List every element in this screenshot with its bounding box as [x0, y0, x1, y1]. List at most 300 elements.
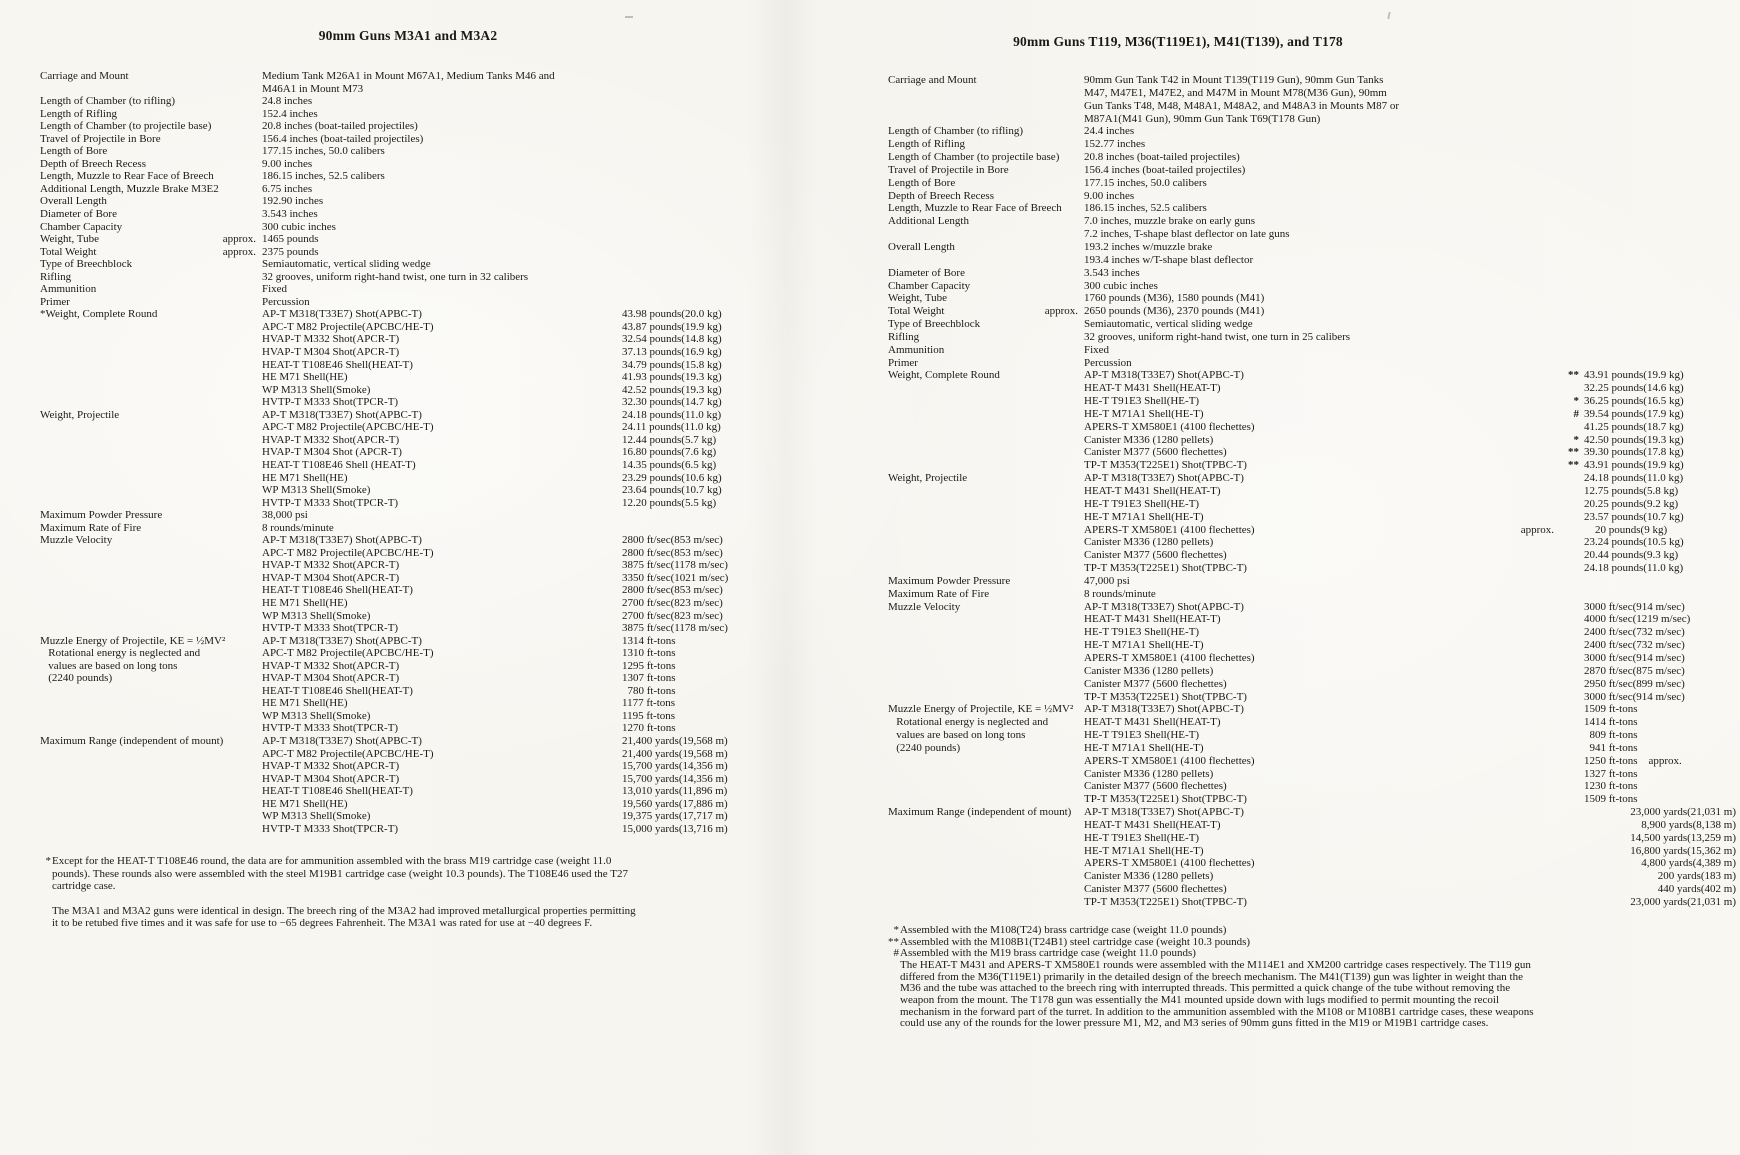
approx-prefix — [1038, 459, 1084, 472]
footnote-marker — [1560, 100, 1584, 113]
approx-prefix — [218, 346, 262, 359]
spec-amount: 39.30 pounds(17.8 kg) — [1584, 446, 1684, 459]
spec-amount: 13,010 yards(11,896 m) — [622, 785, 728, 798]
approx-prefix — [1038, 125, 1084, 138]
approx-prefix — [218, 321, 262, 334]
approx-prefix — [218, 421, 262, 434]
approx-prefix — [1038, 575, 1084, 588]
spec-label — [40, 773, 218, 786]
spec-value: HE M71 Shell(HE) — [262, 596, 348, 609]
spec-value: HVAP-T M332 Shot(APCR-T) — [262, 659, 400, 672]
spec-amount: 32.25 pounds(14.6 kg) — [1584, 382, 1684, 395]
spec-label — [40, 434, 218, 447]
spec-value: HE M71 Shell(HE) — [262, 697, 348, 710]
footnote-text: The HEAT-T M431 and APERS-T XM580E1 rounds were assembled with the M114E1 and XM200 cartridge cases respectively. The T119 gun differed from the M36(T119E1) primarily in the detailed design of the breech mechanism. The M41(T139) gun was lighter in weight than the M36 and the tube was attached to the breech ring with interrupted threads. This permitted a quick change of the tube without removing the weapon from the mount. The T178 gun was essentially the M41 mounted upside down with lugs modified to permit mounting the recoil mechanism in the forward part of the turret. In addition to the ammunition assembled with the M108 or M108B1 cartridge cases, these weapons could use any of the rounds for the lower pressure M1, M2, and M3 series of 90mm guns fitted in the M19 or M19B1 cartridge cases. — [900, 958, 1534, 1030]
spec-row — [40, 321, 740, 334]
approx-mid-prefix — [1510, 395, 1560, 408]
spec-label: Additional Length — [888, 215, 969, 228]
spec-amount: 2950 ft/sec(899 m/sec) — [1584, 677, 1685, 690]
spec-row — [888, 485, 1736, 498]
spec-label: Rotational energy is neglected and — [888, 716, 1049, 729]
spec-amount — [622, 509, 740, 522]
approx-prefix — [1038, 202, 1084, 215]
spec-row — [888, 845, 1736, 858]
spec-label: Diameter of Bore — [888, 266, 965, 279]
footnote-marker: * — [45, 855, 51, 868]
approx-mid-prefix — [1510, 639, 1560, 652]
approx-mid-prefix — [1510, 678, 1560, 691]
page-right-t119-m36-m41-t178 — [870, 0, 1740, 1155]
spec-row — [888, 588, 1736, 601]
spec-label: Total Weight — [888, 305, 945, 318]
approx-prefix — [1038, 254, 1084, 267]
approx-prefix — [218, 534, 262, 547]
spec-amount — [1584, 113, 1736, 126]
approx-prefix — [1038, 344, 1084, 357]
spec-row — [40, 559, 740, 572]
footnotes — [40, 855, 740, 929]
spec-label — [888, 780, 1038, 793]
spec-row — [40, 660, 740, 673]
approx-mid-prefix — [1510, 819, 1560, 832]
spec-label: Depth of Breech Recess — [40, 157, 146, 170]
spec-label — [888, 613, 1038, 626]
footnote-marker: ** — [888, 935, 899, 948]
spec-amount — [622, 258, 740, 271]
approx-mid-prefix — [1510, 601, 1560, 614]
spec-value: 192.90 inches — [262, 195, 324, 208]
spec-amount — [1584, 280, 1736, 293]
spec-amount: 3000 ft/sec(914 m/sec) — [1584, 690, 1685, 703]
spec-row — [40, 371, 740, 384]
spec-amount: 12.44 pounds(5.7 kg) — [622, 433, 717, 446]
spec-table — [888, 74, 1736, 909]
spec-row — [888, 870, 1736, 883]
spec-row — [40, 271, 740, 284]
spec-value: Fixed — [262, 283, 288, 296]
spec-row — [40, 208, 740, 221]
spec-row — [40, 635, 740, 648]
spec-amount — [1584, 588, 1736, 601]
spec-amount: 4,800 yards(4,389 m) — [1641, 857, 1736, 870]
approx-mid-prefix — [1510, 575, 1560, 588]
footnote-marker — [1560, 125, 1584, 138]
spec-row — [888, 369, 1736, 382]
spec-label: Maximum Range (independent of mount) — [40, 734, 224, 747]
spec-value: Semiautomatic, vertical sliding wedge — [262, 258, 431, 271]
spec-row — [888, 434, 1736, 447]
approx-prefix — [1038, 472, 1084, 485]
spec-value: HVTP-T M333 Shot(TPCR-T) — [262, 396, 399, 409]
spec-label — [888, 819, 1038, 832]
spec-row — [888, 780, 1736, 793]
approx-prefix — [218, 647, 262, 660]
spec-amount: 39.54 pounds(17.9 kg) — [1584, 407, 1684, 420]
approx-mid-prefix — [1510, 408, 1560, 421]
spec-amount: 23,000 yards(21,031 m) — [1630, 896, 1736, 908]
approx-mid-prefix — [1510, 369, 1560, 382]
spec-value: HE M71 Shell(HE) — [262, 797, 348, 810]
spec-value: TP-T M353(T225E1) Shot(TPBC-T) — [1084, 793, 1247, 806]
spec-value: APERS-T XM580E1 (4100 flechettes) — [1084, 754, 1255, 767]
spec-row — [888, 652, 1736, 665]
spec-amount — [1584, 254, 1736, 267]
page-title: 90mm Guns M3A1 and M3A2 — [318, 28, 498, 43]
approx-prefix — [1038, 780, 1084, 793]
spec-value: HEAT-T M431 Shell(HEAT-T) — [1084, 613, 1221, 626]
spec-value: WP M313 Shell(Smoke) — [262, 484, 371, 497]
spec-label: Muzzle Energy of Projectile, KE = ½MV² — [888, 703, 1074, 716]
approx-prefix — [218, 484, 262, 497]
approx-mid-prefix — [1510, 202, 1560, 215]
approx-mid-prefix — [1510, 857, 1560, 870]
spec-label: Ammunition — [40, 283, 97, 296]
spec-label — [40, 396, 218, 409]
spec-label — [888, 446, 1038, 459]
spec-amount: 42.50 pounds(19.3 kg) — [1584, 433, 1684, 446]
approx-prefix — [218, 183, 262, 196]
spec-value: APERS-T XM580E1 (4100 flechettes) — [1084, 420, 1255, 433]
footnote-marker — [1560, 806, 1584, 819]
approx-mid-prefix — [1510, 138, 1560, 151]
approx-prefix — [1038, 228, 1084, 241]
spec-amount: 43.87 pounds(19.9 kg) — [622, 320, 722, 333]
spec-amount — [1584, 190, 1736, 203]
spec-value: APERS-T XM580E1 (4100 flechettes) — [1084, 523, 1255, 536]
spec-value: Percussion — [1084, 356, 1132, 369]
footnotes — [888, 925, 1736, 1030]
spec-row — [888, 768, 1736, 781]
spec-value: WP M313 Shell(Smoke) — [262, 810, 371, 823]
spec-amount — [1584, 357, 1736, 370]
footnote-marker — [1560, 241, 1584, 254]
approx-prefix — [1038, 768, 1084, 781]
footnote-marker — [1560, 703, 1584, 716]
footnote-marker: ** — [1568, 459, 1579, 472]
spec-label — [888, 626, 1038, 639]
spec-label: Length of Bore — [40, 145, 108, 158]
footnote-marker — [1560, 588, 1584, 601]
spec-value: 156.4 inches (boat-tailed projectiles) — [1084, 163, 1246, 176]
footnote-marker — [1560, 729, 1584, 742]
spec-row — [888, 331, 1736, 344]
spec-amount: 1310 ft-tons — [622, 647, 676, 660]
spec-amount — [1584, 177, 1736, 190]
approx-prefix — [1038, 588, 1084, 601]
spec-value: AP-T M318(T33E7) Shot(APBC-T) — [262, 734, 422, 747]
spec-value: AP-T M318(T33E7) Shot(APBC-T) — [1084, 472, 1244, 485]
spec-amount: 2870 ft/sec(875 m/sec) — [1584, 664, 1685, 677]
spec-value: AP-T M318(T33E7) Shot(APBC-T) — [1084, 806, 1244, 819]
footnote-marker — [1560, 421, 1584, 434]
spec-label — [888, 382, 1038, 395]
spec-label: values are based on long tons — [888, 729, 1026, 742]
spec-amount — [1584, 151, 1736, 164]
approx-mid-prefix — [1510, 74, 1560, 87]
footnote-marker — [1560, 883, 1584, 896]
spec-value: 177.15 inches, 50.0 calibers — [1084, 176, 1207, 189]
approx-mid-prefix — [1510, 511, 1560, 524]
spec-amount — [622, 522, 740, 535]
approx-mid-prefix — [1510, 793, 1560, 806]
spec-amount: 1509 ft-tons — [1584, 703, 1638, 716]
spec-row — [888, 511, 1736, 524]
spec-label: Length of Rifling — [40, 107, 117, 120]
spec-value: TP-T M353(T225E1) Shot(TPBC-T) — [1084, 896, 1247, 908]
footnote-marker — [1560, 613, 1584, 626]
spec-label — [888, 755, 1038, 768]
spec-amount: 2700 ft/sec(823 m/sec) — [622, 609, 723, 622]
approx-mid-prefix — [1510, 742, 1560, 755]
approx-prefix — [218, 70, 262, 83]
spec-label — [888, 100, 1038, 113]
spec-amount: 41.93 pounds(19.3 kg) — [622, 371, 722, 384]
spec-amount — [1584, 305, 1736, 318]
spec-label — [888, 228, 1038, 241]
spec-row — [888, 177, 1736, 190]
spec-amount: 1414 ft-tons — [1584, 716, 1638, 729]
spec-row — [40, 722, 740, 735]
spec-row — [888, 729, 1736, 742]
spec-amount — [622, 108, 740, 121]
spec-amount: 24.18 pounds(11.0 kg) — [622, 408, 722, 421]
spec-amount: 4000 ft/sec(1219 m/sec) — [1584, 613, 1691, 626]
footnote-marker — [1560, 331, 1584, 344]
approx-prefix — [218, 584, 262, 597]
spec-amount: 1230 ft-tons — [1584, 780, 1638, 793]
approx-mid-prefix — [1510, 357, 1560, 370]
spec-amount — [1584, 125, 1736, 138]
spec-label — [40, 760, 218, 773]
spec-value: AP-T M318(T33E7) Shot(APBC-T) — [262, 534, 422, 547]
approx-prefix — [1038, 498, 1084, 511]
spec-label: Type of Breechblock — [888, 318, 981, 331]
approx-prefix — [218, 635, 262, 648]
footnote-marker — [1560, 305, 1584, 318]
spec-row — [40, 472, 740, 485]
approx-prefix — [1038, 485, 1084, 498]
spec-row — [888, 472, 1736, 485]
spec-label: Muzzle Velocity — [888, 600, 961, 613]
footnote-marker — [1560, 524, 1584, 537]
approx-prefix — [1038, 421, 1084, 434]
spec-amount: 2400 ft/sec(732 m/sec) — [1584, 626, 1685, 639]
spec-value: AP-T M318(T33E7) Shot(APBC-T) — [262, 408, 422, 421]
spec-label: Rifling — [888, 330, 920, 343]
footnote-marker — [1560, 832, 1584, 845]
footnote-marker — [1560, 202, 1584, 215]
spec-row — [888, 344, 1736, 357]
approx-mid-prefix — [1510, 588, 1560, 601]
spec-value: 152.4 inches — [262, 107, 318, 120]
spec-label — [40, 785, 218, 798]
spec-row — [40, 308, 740, 321]
spec-label: Maximum Range (independent of mount) — [888, 806, 1072, 819]
approx-mid-prefix — [1510, 87, 1560, 100]
spec-amount — [622, 158, 740, 171]
spec-label: Length of Chamber (to rifling) — [40, 95, 176, 108]
spec-label: Type of Breechblock — [40, 258, 133, 271]
footnote-marker — [1560, 357, 1584, 370]
approx-mid-prefix — [1510, 536, 1560, 549]
spec-amount: 1327 ft-tons — [1584, 767, 1638, 780]
spec-label — [40, 321, 218, 334]
approx-prefix — [218, 208, 262, 221]
spec-value: HVTP-T M333 Shot(TPCR-T) — [262, 822, 399, 835]
spec-value: HE-T T91E3 Shell(HE-T) — [1084, 497, 1200, 510]
spec-value: HEAT-T M431 Shell(HEAT-T) — [1084, 818, 1221, 831]
spec-row — [888, 832, 1736, 845]
approx-prefix — [218, 572, 262, 585]
approx-mid-prefix — [1510, 896, 1560, 909]
spec-value: WP M313 Shell(Smoke) — [262, 709, 371, 722]
approx-prefix — [218, 509, 262, 522]
spec-row — [888, 100, 1736, 113]
footnote-marker — [1560, 857, 1584, 870]
spec-row — [40, 572, 740, 585]
spec-value: AP-T M318(T33E7) Shot(APBC-T) — [262, 634, 422, 647]
spec-label: Travel of Projectile in Bore — [888, 163, 1009, 176]
spec-amount: 1509 ft-tons — [1584, 793, 1638, 806]
spec-row — [40, 333, 740, 346]
spec-label — [888, 832, 1038, 845]
spec-label — [40, 459, 218, 472]
approx-mid-prefix — [1510, 241, 1560, 254]
spec-row — [888, 87, 1736, 100]
approx-prefix — [1038, 806, 1084, 819]
spec-label — [888, 536, 1038, 549]
footnote-marker: # — [893, 947, 899, 960]
spec-amount — [1584, 87, 1736, 100]
footnote-marker: * — [893, 923, 899, 936]
approx-mid-prefix — [1510, 100, 1560, 113]
spec-row — [888, 292, 1736, 305]
footnote — [40, 905, 644, 929]
spec-label: Chamber Capacity — [888, 279, 971, 292]
approx-prefix: approx. — [222, 233, 256, 246]
spec-label: Muzzle Velocity — [40, 534, 113, 547]
spec-row — [888, 202, 1736, 215]
spec-row — [888, 446, 1736, 459]
spec-label — [888, 511, 1038, 524]
approx-prefix — [218, 120, 262, 133]
spec-amount — [1584, 344, 1736, 357]
spec-label: Depth of Breech Recess — [888, 189, 994, 202]
spec-amount: 1314 ft-tons — [622, 634, 676, 647]
approx-prefix — [218, 547, 262, 560]
spec-amount: 23,000 yards(21,031 m) — [1630, 806, 1736, 819]
spec-row — [888, 190, 1736, 203]
approx-prefix — [1038, 267, 1084, 280]
footnote-marker — [1560, 549, 1584, 562]
spec-row — [888, 164, 1736, 177]
approx-mid-prefix — [1510, 845, 1560, 858]
spec-row — [40, 522, 740, 535]
footnote-marker — [1560, 870, 1584, 883]
spec-label: Primer — [888, 356, 918, 369]
footnote-marker — [1560, 151, 1584, 164]
spec-amount: 19,375 yards(17,717 m) — [622, 810, 728, 823]
approx-prefix — [218, 359, 262, 372]
approx-prefix — [1038, 215, 1084, 228]
approx-mid-prefix — [1510, 870, 1560, 883]
approx-prefix — [1038, 755, 1084, 768]
spec-value: 300 cubic inches — [262, 220, 336, 233]
approx-prefix — [218, 497, 262, 510]
footnote-text: Assembled with the M108B1(T24B1) steel cartridge case (weight 10.3 pounds) — [900, 935, 1251, 948]
spec-value: 47,000 psi — [1084, 574, 1130, 587]
spec-value: TP-T M353(T225E1) Shot(TPBC-T) — [1084, 690, 1247, 703]
spec-row — [40, 409, 740, 422]
spec-row — [40, 246, 740, 259]
spec-value: 9.00 inches — [262, 157, 313, 170]
spec-value: 7.0 inches, muzzle brake on early guns — [1084, 215, 1256, 228]
spec-row — [888, 74, 1736, 87]
footnote-marker — [1560, 74, 1584, 87]
spec-label: Total Weight — [40, 245, 97, 258]
spec-row — [40, 647, 740, 660]
approx-prefix — [1038, 793, 1084, 806]
approx-prefix — [1038, 369, 1084, 382]
approx-prefix — [218, 83, 262, 96]
spec-row — [40, 710, 740, 723]
spec-value: HEAT-T M431 Shell(HEAT-T) — [1084, 716, 1221, 729]
spec-value: Canister M336 (1280 pellets) — [1084, 433, 1214, 446]
approx-prefix — [1038, 113, 1084, 126]
approx-prefix — [1038, 562, 1084, 575]
approx-mid-prefix — [1510, 472, 1560, 485]
footnote-marker: * — [1573, 395, 1579, 408]
approx-prefix — [218, 396, 262, 409]
approx-prefix — [218, 697, 262, 710]
approx-mid-prefix — [1510, 832, 1560, 845]
spec-value: 38,000 psi — [262, 509, 308, 522]
footnote-marker — [1560, 190, 1584, 203]
approx-mid-prefix — [1510, 164, 1560, 177]
spec-label — [40, 610, 218, 623]
approx-prefix — [1038, 524, 1084, 537]
approx-mid-prefix — [1510, 331, 1560, 344]
approx-mid-prefix — [1510, 806, 1560, 819]
approx-prefix — [218, 622, 262, 635]
approx-prefix — [218, 672, 262, 685]
spec-label: Overall Length — [888, 240, 955, 253]
approx-mid-prefix — [1510, 344, 1560, 357]
spec-value: HEAT-T T108E46 Shell(HEAT-T) — [262, 358, 413, 371]
spec-label: Carriage and Mount — [888, 74, 977, 86]
approx-mid-prefix — [1510, 665, 1560, 678]
spec-label — [40, 484, 218, 497]
spec-label: Maximum Rate of Fire — [888, 587, 990, 600]
spec-label — [40, 472, 218, 485]
spec-label — [40, 823, 218, 836]
spec-amount: 24.18 pounds(11.0 kg) — [1584, 472, 1684, 485]
spec-row — [40, 221, 740, 234]
spec-row — [40, 83, 740, 96]
footnote-marker: # — [1573, 407, 1579, 420]
approx-prefix: approx. — [222, 245, 256, 258]
footnote-marker: * — [1573, 433, 1579, 446]
spec-label — [888, 665, 1038, 678]
spec-label — [40, 722, 218, 735]
spec-value: 193.4 inches w/T-shape blast deflector — [1084, 253, 1254, 266]
spec-row — [888, 678, 1736, 691]
footnote-marker — [1560, 896, 1584, 909]
footnote-marker — [1560, 742, 1584, 755]
approx-mid-prefix — [1510, 280, 1560, 293]
spec-value: M87A1(M41 Gun), 90mm Gun Tank T69(T178 Gun) — [1084, 112, 1321, 125]
spec-row — [40, 622, 740, 635]
